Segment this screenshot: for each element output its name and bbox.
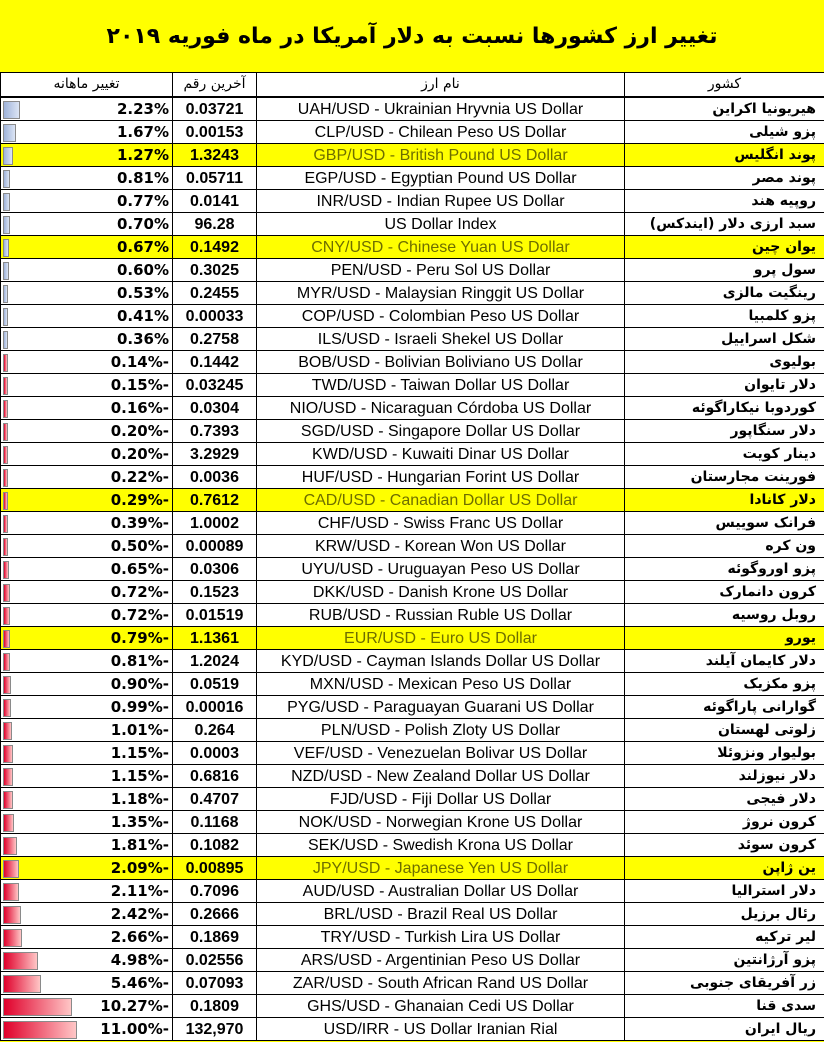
monthly-change-value: 1.81%-: [110, 835, 169, 854]
table-row: [1, 972, 824, 995]
decrease-data-bar: [3, 699, 11, 717]
table-row: [1, 627, 824, 650]
currency-name-cell: MYR/USD - Malaysian Ringgit US Dollar: [257, 282, 625, 305]
last-value-cell: 0.00895: [173, 857, 257, 880]
monthly-change-cell: [1, 282, 173, 305]
last-value-cell: 96.28: [173, 213, 257, 236]
header-country: کشور: [625, 73, 824, 98]
monthly-change-cell: [1, 213, 173, 236]
monthly-change-cell: [1, 926, 173, 949]
country-cell: دلار نیوزلند: [625, 765, 824, 788]
currency-name-cell: ILS/USD - Israeli Shekel US Dollar: [257, 328, 625, 351]
decrease-data-bar: [3, 354, 8, 372]
country-cell: سبد ارزی دلار (ایندکس): [625, 213, 824, 236]
last-value-cell: 1.3243: [173, 144, 257, 167]
monthly-change-value: 0.41%: [116, 306, 169, 325]
monthly-change-cell: [1, 466, 173, 489]
country-cell: دلار استرالیا: [625, 880, 824, 903]
monthly-change-value: 1.27%: [116, 145, 169, 164]
monthly-change-cell: [1, 97, 173, 121]
monthly-change-value: 0.50%-: [110, 536, 169, 555]
monthly-change-cell: [1, 765, 173, 788]
monthly-change-value: 2.42%-: [110, 904, 169, 923]
table-row: [1, 673, 824, 696]
country-cell: هیریونیا اکراین: [625, 97, 824, 121]
currency-name-cell: COP/USD - Colombian Peso US Dollar: [257, 305, 625, 328]
country-cell: فورینت مجارستان: [625, 466, 824, 489]
monthly-change-cell: [1, 1018, 173, 1041]
decrease-data-bar: [3, 1021, 77, 1039]
monthly-change-value: 0.72%-: [110, 582, 169, 601]
decrease-data-bar: [3, 630, 10, 648]
last-value-cell: 0.03721: [173, 97, 257, 121]
table-row: [1, 558, 824, 581]
country-cell: کرون سوئد: [625, 834, 824, 857]
last-value-cell: 0.0141: [173, 190, 257, 213]
decrease-data-bar: [3, 722, 12, 740]
currency-name-cell: NIO/USD - Nicaraguan Córdoba US Dollar: [257, 397, 625, 420]
country-cell: رئال برزیل: [625, 903, 824, 926]
last-value-cell: 0.1082: [173, 834, 257, 857]
monthly-change-cell: [1, 719, 173, 742]
currency-name-cell: SEK/USD - Swedish Krona US Dollar: [257, 834, 625, 857]
increase-data-bar: [3, 147, 13, 165]
monthly-change-cell: [1, 673, 173, 696]
increase-data-bar: [3, 193, 10, 211]
increase-data-bar: [3, 101, 20, 119]
decrease-data-bar: [3, 952, 38, 970]
last-value-cell: 0.7393: [173, 420, 257, 443]
monthly-change-value: 1.35%-: [110, 812, 169, 831]
country-cell: رینگیت مالزی: [625, 282, 824, 305]
table-row: [1, 167, 824, 190]
monthly-change-value: 0.39%-: [110, 513, 169, 532]
last-value-cell: 0.00089: [173, 535, 257, 558]
monthly-change-cell: [1, 443, 173, 466]
monthly-change-value: 2.23%: [116, 99, 169, 118]
currency-name-cell: KRW/USD - Korean Won US Dollar: [257, 535, 625, 558]
monthly-change-value: 2.11%-: [110, 881, 169, 900]
monthly-change-cell: [1, 351, 173, 374]
table-row: [1, 719, 824, 742]
currency-name-cell: BOB/USD - Bolivian Boliviano US Dollar: [257, 351, 625, 374]
country-cell: شکل اسراییل: [625, 328, 824, 351]
monthly-change-cell: [1, 581, 173, 604]
decrease-data-bar: [3, 584, 10, 602]
currency-name-cell: EGP/USD - Egyptian Pound US Dollar: [257, 167, 625, 190]
monthly-change-value: 0.77%: [116, 191, 169, 210]
country-cell: یوان چین: [625, 236, 824, 259]
country-cell: دلار فیجی: [625, 788, 824, 811]
country-cell: کرون دانمارک: [625, 581, 824, 604]
monthly-change-value: 4.98%-: [110, 950, 169, 969]
last-value-cell: 0.2758: [173, 328, 257, 351]
country-cell: پزو کلمبیا: [625, 305, 824, 328]
monthly-change-cell: [1, 604, 173, 627]
currency-name-cell: TWD/USD - Taiwan Dollar US Dollar: [257, 374, 625, 397]
country-cell: روبل روسیه: [625, 604, 824, 627]
header-currency-name: نام ارز: [257, 73, 625, 98]
monthly-change-value: 1.15%-: [110, 766, 169, 785]
country-cell: زر آفریقای جنوبی: [625, 972, 824, 995]
table-row: [1, 995, 824, 1018]
decrease-data-bar: [3, 975, 41, 993]
decrease-data-bar: [3, 469, 8, 487]
last-value-cell: 0.01519: [173, 604, 257, 627]
last-value-cell: 0.07093: [173, 972, 257, 995]
country-cell: پوند مصر: [625, 167, 824, 190]
monthly-change-cell: [1, 834, 173, 857]
table-row: [1, 926, 824, 949]
monthly-change-value: 0.20%-: [110, 421, 169, 440]
country-cell: دلار کایمان آیلند: [625, 650, 824, 673]
decrease-data-bar: [3, 791, 13, 809]
country-cell: ین ژاپن: [625, 857, 824, 880]
currency-name-cell: NOK/USD - Norwegian Krone US Dollar: [257, 811, 625, 834]
monthly-change-value: 1.01%-: [110, 720, 169, 739]
table-row: [1, 650, 824, 673]
monthly-change-value: 0.79%-: [110, 628, 169, 647]
last-value-cell: 0.1168: [173, 811, 257, 834]
country-cell: ون کره: [625, 535, 824, 558]
currency-name-cell: SGD/USD - Singapore Dollar US Dollar: [257, 420, 625, 443]
country-cell: پوند انگلیس: [625, 144, 824, 167]
monthly-change-cell: [1, 949, 173, 972]
last-value-cell: 1.0002: [173, 512, 257, 535]
currency-name-cell: USD/IRR - US Dollar Iranian Rial: [257, 1018, 625, 1041]
monthly-change-cell: [1, 535, 173, 558]
monthly-change-cell: [1, 880, 173, 903]
monthly-change-value: 0.81%: [116, 168, 169, 187]
monthly-change-value: 0.72%-: [110, 605, 169, 624]
increase-data-bar: [3, 331, 8, 349]
last-value-cell: 0.0304: [173, 397, 257, 420]
table-row: [1, 903, 824, 926]
monthly-change-cell: [1, 811, 173, 834]
monthly-change-cell: [1, 742, 173, 765]
last-value-cell: 0.4707: [173, 788, 257, 811]
currency-name-cell: CLP/USD - Chilean Peso US Dollar: [257, 121, 625, 144]
header-monthly-change: تغییر ماهانه: [1, 73, 173, 98]
monthly-change-value: 0.90%-: [110, 674, 169, 693]
monthly-change-value: 0.60%: [116, 260, 169, 279]
monthly-change-cell: [1, 328, 173, 351]
monthly-change-value: 0.14%-: [110, 352, 169, 371]
monthly-change-value: 0.15%-: [110, 375, 169, 394]
decrease-data-bar: [3, 538, 8, 556]
monthly-change-cell: [1, 190, 173, 213]
increase-data-bar: [3, 170, 10, 188]
monthly-change-cell: [1, 489, 173, 512]
last-value-cell: 0.1492: [173, 236, 257, 259]
monthly-change-value: 2.09%-: [110, 858, 169, 877]
monthly-change-cell: [1, 788, 173, 811]
decrease-data-bar: [3, 400, 8, 418]
increase-data-bar: [3, 216, 10, 234]
monthly-change-value: 0.20%-: [110, 444, 169, 463]
monthly-change-value: 0.65%-: [110, 559, 169, 578]
decrease-data-bar: [3, 837, 17, 855]
country-cell: بولیوی: [625, 351, 824, 374]
table-row: [1, 696, 824, 719]
currency-name-cell: AUD/USD - Australian Dollar US Dollar: [257, 880, 625, 903]
monthly-change-value: 5.46%-: [110, 973, 169, 992]
country-cell: پزو مکزیک: [625, 673, 824, 696]
monthly-change-cell: [1, 236, 173, 259]
header-last-value: آخرین رقم: [173, 73, 257, 98]
monthly-change-value: 1.18%-: [110, 789, 169, 808]
monthly-change-value: 0.67%: [116, 237, 169, 256]
country-cell: بولیوار ونزوئلا: [625, 742, 824, 765]
decrease-data-bar: [3, 906, 21, 924]
monthly-change-value: 0.81%-: [110, 651, 169, 670]
currency-name-cell: CHF/USD - Swiss Franc US Dollar: [257, 512, 625, 535]
last-value-cell: 0.6816: [173, 765, 257, 788]
last-value-cell: 0.05711: [173, 167, 257, 190]
table-row: [1, 420, 824, 443]
last-value-cell: 0.0519: [173, 673, 257, 696]
monthly-change-cell: [1, 558, 173, 581]
currency-name-cell: NZD/USD - New Zealand Dollar US Dollar: [257, 765, 625, 788]
currency-name-cell: RUB/USD - Russian Ruble US Dollar: [257, 604, 625, 627]
country-cell: دلار تایوان: [625, 374, 824, 397]
country-cell: پزو شیلی: [625, 121, 824, 144]
currency-name-cell: ZAR/USD - South African Rand US Dollar: [257, 972, 625, 995]
country-cell: دلار کانادا: [625, 489, 824, 512]
currency-name-cell: CNY/USD - Chinese Yuan US Dollar: [257, 236, 625, 259]
currency-name-cell: KWD/USD - Kuwaiti Dinar US Dollar: [257, 443, 625, 466]
decrease-data-bar: [3, 929, 22, 947]
currency-name-cell: HUF/USD - Hungarian Forint US Dollar: [257, 466, 625, 489]
monthly-change-value: 0.22%-: [110, 467, 169, 486]
country-cell: کوردوبا نیکاراگوئه: [625, 397, 824, 420]
monthly-change-value: 0.36%: [116, 329, 169, 348]
currency-name-cell: EUR/USD - Euro US Dollar: [257, 627, 625, 650]
currency-name-cell: PLN/USD - Polish Zloty US Dollar: [257, 719, 625, 742]
last-value-cell: 0.00153: [173, 121, 257, 144]
table-row: [1, 282, 824, 305]
last-value-cell: 0.0003: [173, 742, 257, 765]
table-row: [1, 351, 824, 374]
currency-name-cell: US Dollar Index: [257, 213, 625, 236]
monthly-change-value: 0.99%-: [110, 697, 169, 716]
monthly-change-cell: [1, 903, 173, 926]
table-row: [1, 305, 824, 328]
monthly-change-cell: [1, 995, 173, 1018]
decrease-data-bar: [3, 745, 13, 763]
table-row: [1, 213, 824, 236]
decrease-data-bar: [3, 423, 8, 441]
monthly-change-value: 11.00%-: [100, 1019, 169, 1038]
table-row: [1, 1018, 824, 1041]
last-value-cell: 0.3025: [173, 259, 257, 282]
currency-name-cell: CAD/USD - Canadian Dollar US Dollar: [257, 489, 625, 512]
last-value-cell: 0.2666: [173, 903, 257, 926]
country-cell: روپیه هند: [625, 190, 824, 213]
decrease-data-bar: [3, 998, 72, 1016]
monthly-change-cell: [1, 144, 173, 167]
monthly-change-cell: [1, 972, 173, 995]
table-row: [1, 144, 824, 167]
table-row: [1, 489, 824, 512]
table-row: [1, 834, 824, 857]
table-row: [1, 535, 824, 558]
currency-name-cell: BRL/USD - Brazil Real US Dollar: [257, 903, 625, 926]
table-row: [1, 328, 824, 351]
decrease-data-bar: [3, 377, 8, 395]
last-value-cell: 0.03245: [173, 374, 257, 397]
last-value-cell: 132,970: [173, 1018, 257, 1041]
country-cell: پزو اوروگوئه: [625, 558, 824, 581]
currency-name-cell: INR/USD - Indian Rupee US Dollar: [257, 190, 625, 213]
currency-name-cell: UYU/USD - Uruguayan Peso US Dollar: [257, 558, 625, 581]
currency-name-cell: UAH/USD - Ukrainian Hryvnia US Dollar: [257, 97, 625, 121]
last-value-cell: 0.1523: [173, 581, 257, 604]
currency-name-cell: TRY/USD - Turkish Lira US Dollar: [257, 926, 625, 949]
currency-table: [0, 72, 824, 1041]
table-row: [1, 97, 824, 121]
monthly-change-cell: [1, 305, 173, 328]
monthly-change-cell: [1, 650, 173, 673]
monthly-change-cell: [1, 627, 173, 650]
increase-data-bar: [3, 124, 16, 142]
table-row: [1, 742, 824, 765]
table-row: [1, 374, 824, 397]
monthly-change-cell: [1, 374, 173, 397]
currency-name-cell: ARS/USD - Argentinian Peso US Dollar: [257, 949, 625, 972]
last-value-cell: 0.00033: [173, 305, 257, 328]
table-row: [1, 857, 824, 880]
increase-data-bar: [3, 239, 9, 257]
last-value-cell: 0.1442: [173, 351, 257, 374]
monthly-change-cell: [1, 696, 173, 719]
last-value-cell: 0.264: [173, 719, 257, 742]
currency-name-cell: JPY/USD - Japanese Yen US Dollar: [257, 857, 625, 880]
country-cell: کرون نروژ: [625, 811, 824, 834]
monthly-change-value: 10.27%-: [100, 996, 169, 1015]
table-row: [1, 949, 824, 972]
decrease-data-bar: [3, 768, 13, 786]
increase-data-bar: [3, 308, 8, 326]
table-row: [1, 190, 824, 213]
last-value-cell: 3.2929: [173, 443, 257, 466]
decrease-data-bar: [3, 653, 10, 671]
decrease-data-bar: [3, 607, 10, 625]
country-cell: سول پرو: [625, 259, 824, 282]
decrease-data-bar: [3, 883, 19, 901]
currency-name-cell: VEF/USD - Venezuelan Bolivar US Dollar: [257, 742, 625, 765]
country-cell: دلار سنگاپور: [625, 420, 824, 443]
decrease-data-bar: [3, 492, 8, 510]
monthly-change-cell: [1, 259, 173, 282]
table-header-row: [1, 73, 824, 98]
currency-name-cell: PEN/USD - Peru Sol US Dollar: [257, 259, 625, 282]
table-row: [1, 397, 824, 420]
country-cell: زلوتی لهستان: [625, 719, 824, 742]
currency-name-cell: GBP/USD - British Pound US Dollar: [257, 144, 625, 167]
table-row: [1, 581, 824, 604]
decrease-data-bar: [3, 860, 19, 878]
currency-name-cell: KYD/USD - Cayman Islands Dollar US Dollar: [257, 650, 625, 673]
country-cell: یورو: [625, 627, 824, 650]
last-value-cell: 0.1869: [173, 926, 257, 949]
monthly-change-cell: [1, 857, 173, 880]
monthly-change-value: 2.66%-: [110, 927, 169, 946]
country-cell: فرانک سوییس: [625, 512, 824, 535]
table-row: [1, 121, 824, 144]
decrease-data-bar: [3, 814, 14, 832]
table-row: [1, 811, 824, 834]
last-value-cell: 0.00016: [173, 696, 257, 719]
last-value-cell: 0.7096: [173, 880, 257, 903]
country-cell: گوارانی پاراگوئه: [625, 696, 824, 719]
currency-name-cell: FJD/USD - Fiji Dollar US Dollar: [257, 788, 625, 811]
monthly-change-cell: [1, 420, 173, 443]
monthly-change-cell: [1, 167, 173, 190]
monthly-change-cell: [1, 121, 173, 144]
country-cell: دینار کویت: [625, 443, 824, 466]
monthly-change-value: 0.29%-: [110, 490, 169, 509]
last-value-cell: 1.2024: [173, 650, 257, 673]
table-row: [1, 765, 824, 788]
last-value-cell: 0.1809: [173, 995, 257, 1018]
country-cell: سدی قنا: [625, 995, 824, 1018]
monthly-change-value: 1.15%-: [110, 743, 169, 762]
last-value-cell: 1.1361: [173, 627, 257, 650]
currency-name-cell: GHS/USD - Ghanaian Cedi US Dollar: [257, 995, 625, 1018]
table-row: [1, 788, 824, 811]
currency-name-cell: PYG/USD - Paraguayan Guarani US Dollar: [257, 696, 625, 719]
page-title: تغییر ارز کشورها نسبت به دلار آمریکا در ماه فوریه ۲۰۱۹: [106, 23, 718, 49]
table-row: [1, 512, 824, 535]
currency-name-cell: MXN/USD - Mexican Peso US Dollar: [257, 673, 625, 696]
last-value-cell: 0.0036: [173, 466, 257, 489]
table-body: [1, 97, 824, 1041]
monthly-change-cell: [1, 397, 173, 420]
table-row: [1, 236, 824, 259]
monthly-change-value: 0.53%: [116, 283, 169, 302]
table-row: [1, 259, 824, 282]
monthly-change-value: 0.70%: [116, 214, 169, 233]
last-value-cell: 0.0306: [173, 558, 257, 581]
monthly-change-value: 1.67%: [116, 122, 169, 141]
table-row: [1, 466, 824, 489]
country-cell: لیر ترکیه: [625, 926, 824, 949]
monthly-change-value: 0.16%-: [110, 398, 169, 417]
increase-data-bar: [3, 285, 8, 303]
currency-name-cell: DKK/USD - Danish Krone US Dollar: [257, 581, 625, 604]
table-row: [1, 880, 824, 903]
decrease-data-bar: [3, 676, 11, 694]
last-value-cell: 0.7612: [173, 489, 257, 512]
last-value-cell: 0.02556: [173, 949, 257, 972]
country-cell: ریال ایران: [625, 1018, 824, 1041]
table-row: [1, 443, 824, 466]
monthly-change-cell: [1, 512, 173, 535]
decrease-data-bar: [3, 446, 8, 464]
increase-data-bar: [3, 262, 9, 280]
table-row: [1, 604, 824, 627]
country-cell: پزو آرژانتین: [625, 949, 824, 972]
decrease-data-bar: [3, 515, 8, 533]
decrease-data-bar: [3, 561, 9, 579]
last-value-cell: 0.2455: [173, 282, 257, 305]
